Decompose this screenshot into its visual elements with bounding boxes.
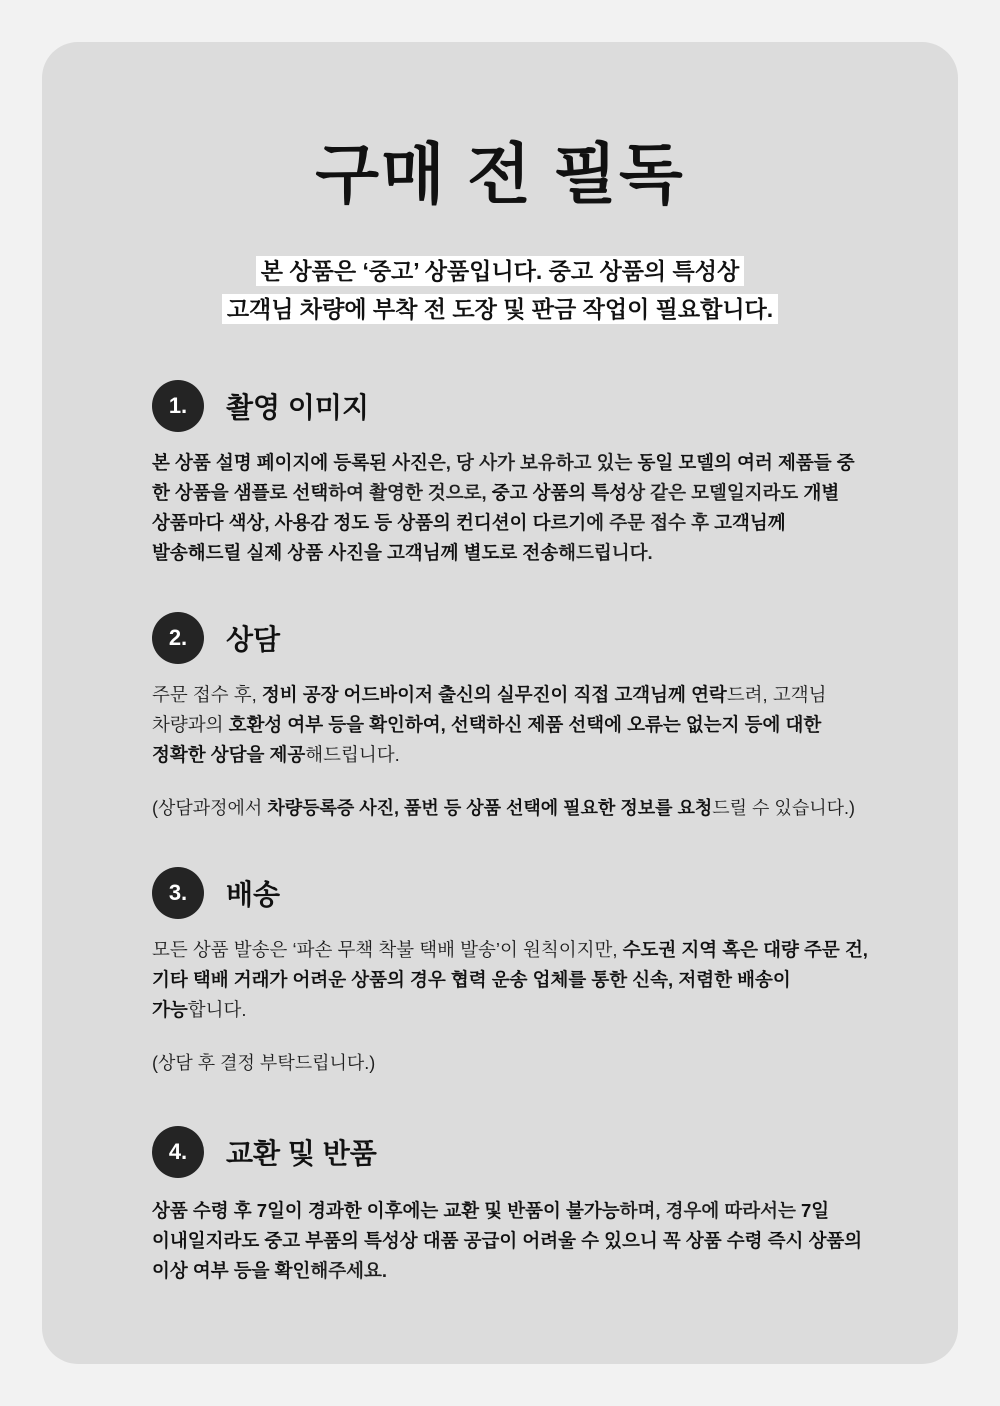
section-heading: 촬영 이미지 [226, 392, 370, 424]
section-heading: 상담 [226, 624, 281, 656]
section-heading: 교환 및 반품 [226, 1137, 377, 1169]
section-number-badge: 2. [152, 612, 204, 664]
section-consultation [114, 612, 886, 823]
section-body: 모든 상품 발송은 ‘파손 무책 착불 택배 발송’이 원칙이지만, 수도권 지역 혹은 대량 주문 건, 기타 택배 거래가 어려운 상품의 경우 협력 운송 업체를 통한 신속, 저렴한 배송이 가능합니다. [152, 939, 868, 1020]
section-heading: 배송 [226, 879, 281, 911]
section-number-badge: 4. [152, 1126, 204, 1178]
section-number-badge: 3. [152, 867, 204, 919]
section-header [152, 1126, 886, 1178]
section-note: (상담 후 결정 부탁드립니다.) [152, 1052, 376, 1073]
section-exchange-return [114, 1126, 886, 1286]
section-header [152, 867, 886, 919]
section-header [152, 612, 886, 664]
section-note: (상담과정에서 차량등록증 사진, 품번 등 상품 선택에 필요한 정보를 요청드릴 수 있습니다.) [152, 798, 855, 819]
section-body: 본 상품 설명 페이지에 등록된 사진은, 당 사가 보유하고 있는 동일 모델의 여러 제품들 중 한 상품을 샘플로 선택하여 촬영한 것으로, 중고 상품의 특성상 같은 모델일지라도 개별 상품마다 색상, 사용감 정도 등 상품의 컨디션이 다르기에 주문 접수 후 고객님께 발송해드릴 실제 상품 사진을 고객님께 별도로 전송해드립니다. [152, 452, 855, 564]
section-body: 주문 접수 후, 정비 공장 어드바이저 출신의 실무진이 직접 고객님께 연락드려, 고객님 차량과의 호환성 여부 등을 확인하여, 선택하신 제품 선택에 오류는 없는지 등에 대한 정확한 상담을 제공해드립니다. [152, 684, 827, 766]
page-title: 구매 전 필독 [315, 137, 685, 211]
notice-card [42, 42, 958, 1364]
subtitle-line-1: 본 상품은 ‘중고’ 상품입니다. 중고 상품의 특성상 [256, 256, 744, 286]
subtitle-block [114, 253, 886, 329]
section-shooting-image [114, 380, 886, 568]
section-delivery [114, 867, 886, 1078]
section-header [152, 380, 886, 432]
section-number-badge: 1. [152, 380, 204, 432]
subtitle-line-2: 고객님 차량에 부착 전 도장 및 판금 작업이 필요합니다. [222, 294, 778, 324]
section-body: 상품 수령 후 7일이 경과한 이후에는 교환 및 반품이 불가능하며, 경우에 따라서는 7일 이내일지라도 중고 부품의 특성상 대품 공급이 어려울 수 있으니 꼭 상품 수령 즉시 상품의 이상 여부 등을 확인해주세요. [152, 1199, 863, 1281]
